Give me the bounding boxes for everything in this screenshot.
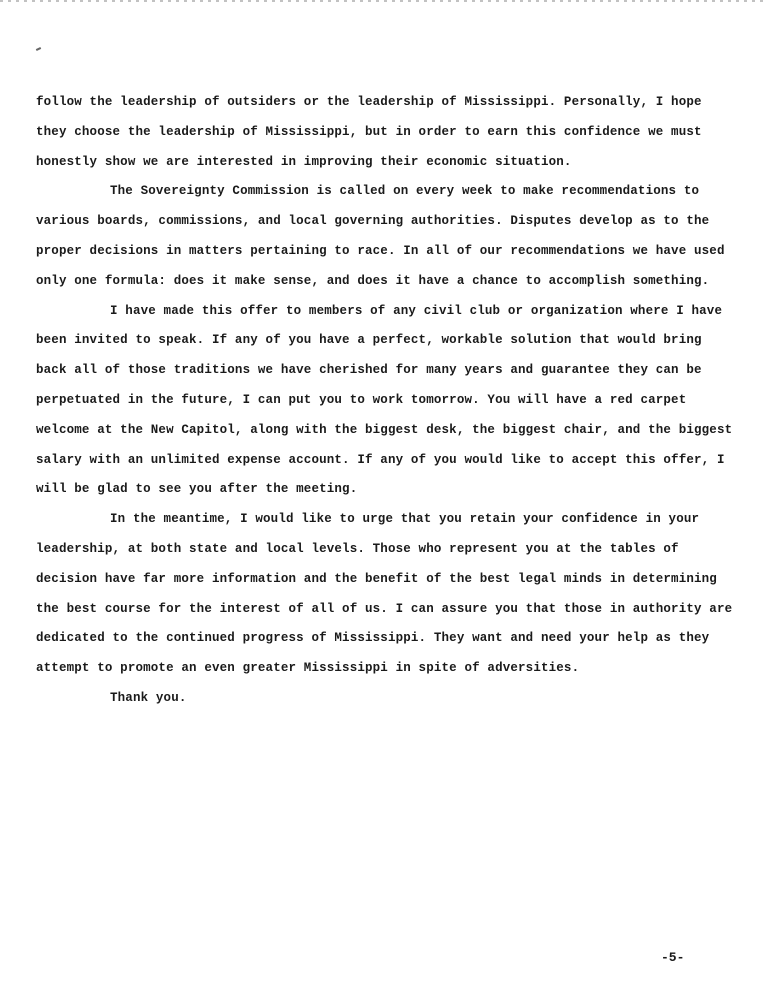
stray-ink-mark bbox=[36, 47, 41, 51]
scan-edge-dots bbox=[0, 0, 763, 2]
closing-line: Thank you. bbox=[110, 690, 187, 705]
paragraph-continued: follow the leadership of outsiders or the leadership of Mississippi. Personally, I hope they choose the leadership of Mississippi, but in order to earn this confidence we must honestly show we are interested in improving their economic situation. bbox=[36, 95, 702, 169]
page-number: -5- bbox=[661, 950, 685, 965]
document-body bbox=[36, 88, 736, 714]
paragraph-offer: I have made this offer to members of any civil club or organization where I have been invited to speak. If any of you have a perfect, workable solution that would bring back all of those traditions we have cherished for many years and guarantee they can be perpetuated in the future, I can put you to work tomorrow. You will have a red carpet welcome at the New Capitol, along with the biggest desk, the biggest chair, and the biggest salary with an unlimited expense account. If any of you would like to accept this offer, I will be glad to see you after the meeting. bbox=[36, 303, 733, 497]
paragraph-sovereignty-commission: The Sovereignty Commission is called on every week to make recommendations to various boards, commissions, and local governing authorities. Disputes develop as to the proper decisions in matters pertaining to race. In all of our recommendations we have used only one formula: does it make sense, and does it have a chance to accomplish something. bbox=[36, 184, 725, 288]
paragraph-meantime: In the meantime, I would like to urge that you retain your confidence in your leadership, at both state and local levels. Those who represent you at the tables of decision have far more information and the benefit of the best legal minds in determining the best course for the interest of all of us. I can assure you that those in authority are dedicated to the continued progress of Mississippi. They want and need your help as they attempt to promote an even greater Mississippi in spite of adversities. bbox=[36, 512, 733, 676]
